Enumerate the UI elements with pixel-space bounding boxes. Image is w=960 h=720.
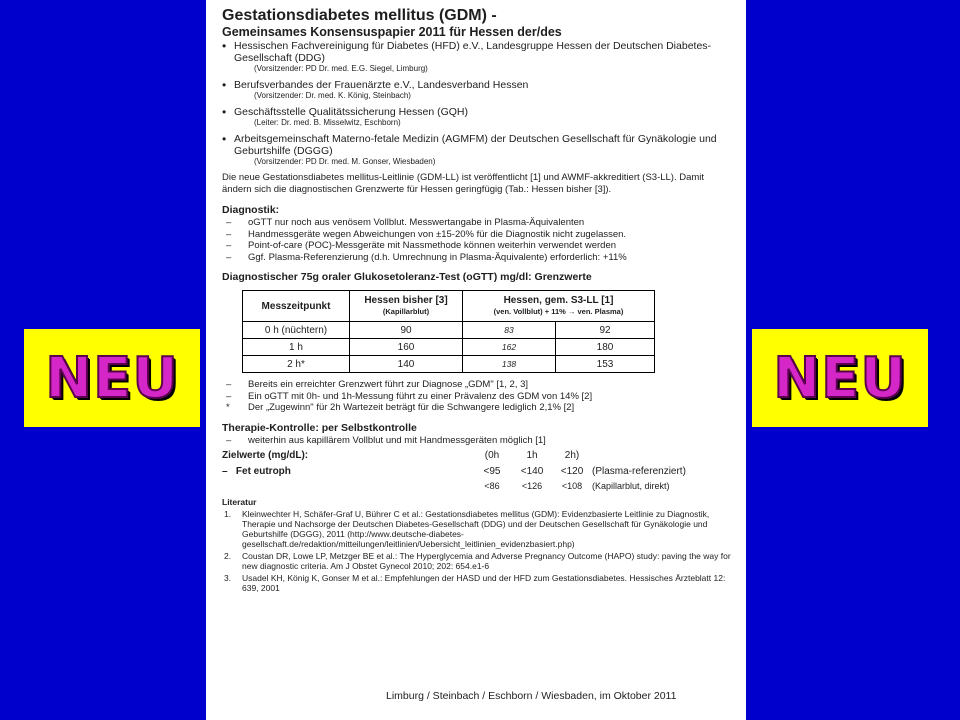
neu-badge-text: NEU [773, 345, 907, 411]
col-header-hessen [350, 291, 463, 322]
zielwerte-value: <108 [561, 481, 583, 491]
table-header-row [243, 291, 655, 322]
cell-ven: 138 [463, 356, 556, 373]
diagnostik-item-text: Point-of-care (POC)-Messgeräte mit Nassmethode können weiterhin verwendet werden [248, 240, 617, 251]
organization-chair: (Leiter: Dr. med. B. Misselwitz, Eschborn) [254, 118, 401, 127]
dash-marker: – [226, 217, 232, 228]
col-header-time: Messzeitpunkt [243, 291, 350, 322]
organization-item [222, 40, 732, 73]
neu-badge-right [752, 329, 928, 427]
document-subtitle: Gemeinsames Konsensuspapier 2011 für Hessen der/des [222, 25, 562, 39]
organization-item [222, 106, 732, 127]
col-header-hessen-sub: (Kapillarblut) [382, 307, 430, 316]
cell-time: 0 h (nüchtern) [243, 322, 350, 339]
cell-plasma: 180 [556, 339, 655, 356]
ogtt-note [222, 391, 732, 403]
zielwerte-row-label: – Fet eutroph [222, 466, 291, 477]
organization-chair: (Vorsitzender: PD Dr. med. E.G. Siegel, Limburg) [254, 64, 428, 73]
table-row [243, 339, 655, 356]
cell-hessen: 140 [350, 356, 463, 373]
diagnostik-item [222, 240, 732, 252]
table-row [243, 322, 655, 339]
organization-list [222, 40, 732, 166]
col-header-s3-title: Hessen, gem. S3-LL [1] [503, 295, 614, 306]
organization-name: • Hessischen Fachvereinigung für Diabetes (HFD) e.V., Landesgruppe Hessen der Deutschen Diabetes-Gesellschaft (DDG) [234, 40, 712, 64]
organization-chair: (Vorsitzender: Dr. med. K. König, Steinbach) [254, 91, 411, 100]
cell-ven: 83 [463, 322, 556, 339]
document-footer: Limburg / Steinbach / Eschborn / Wiesbaden, im Oktober 2011 [386, 690, 677, 702]
zielwerte-row-label-text: Fet eutroph [235, 466, 291, 477]
note-marker: – [226, 390, 232, 402]
zielwerte-value: <95 [483, 466, 501, 477]
literatur-number: 2. [224, 551, 232, 561]
document-page [206, 0, 746, 720]
cell-time: 2 h* [243, 356, 350, 373]
zielwerte-kap-row [222, 480, 732, 492]
diagnostik-item-text: Handmessgeräte wegen Abweichungen von ±15-20% für die Diagnostik nicht zugelassen. [248, 228, 627, 240]
intro-paragraph: Die neue Gestationsdiabetes mellitus-Leitlinie (GDM-LL) ist veröffentlicht [1] und AWMF-akkreditiert (S3-LL). Damit ändern sich die diagnostischen Grenzwerte für Hessen geringfügig (Tab.: Hessen bisher [3]). [222, 172, 705, 195]
zielwerte-time: 1h [526, 450, 538, 461]
diagnostik-item [222, 252, 732, 264]
ogtt-table [242, 290, 655, 373]
organization-chair: (Vorsitzender: PD Dr. med. M. Gonser, Wiesbaden) [254, 157, 436, 166]
organization-item [222, 79, 732, 100]
col-header-s3 [463, 291, 655, 322]
diagnostik-item [222, 217, 732, 229]
literatur-text: Usadel KH, König K, Gonser M et al.: Empfehlungen der HASD und der HFD zum Gestationsdiabetes. Hessisches Ärzteblatt 12: 639, 2001 [242, 573, 726, 593]
diagnostik-heading: Diagnostik: [222, 204, 280, 216]
zielwerte-label: Zielwerte (mg/dL): [222, 450, 309, 461]
literatur-text: Coustan DR, Lowe LP, Metzger BE et al.: The Hyperglycemia and Adverse Pregnancy Outcome (HAPO) study: paving the way for new diagnostic criteria. Am J Obstet Gynecol 2010; 202: 654.e1-6 [242, 551, 731, 571]
diagnostik-item-text: oGTT nur noch aus venösem Vollblut. Messwertangabe in Plasma-Äquivalenten [248, 217, 585, 228]
col-header-s3-sub: (ven. Vollblut) + 11% → ven. Plasma) [493, 307, 624, 316]
therapie-item-text: weiterhin aus kapillärem Vollblut und mit Handmessgeräten möglich [1] [248, 434, 546, 446]
table-row [243, 356, 655, 373]
zielwerte-value: <86 [484, 481, 500, 491]
therapie-heading: Therapie-Kontrolle: per Selbstkontrolle [222, 421, 417, 434]
dash-marker: – [226, 240, 232, 251]
organization-name: • Arbeitsgemeinschaft Materno-fetale Medizin (AGMFM) der Deutschen Gesellschaft für Gynäkologie und Geburtshilfe (DGGG) [234, 133, 717, 157]
ogtt-heading: Diagnostischer 75g oraler Glukosetoleranz-Test (oGTT) mg/dl: Grenzwerte [222, 271, 592, 283]
ogtt-note [222, 379, 732, 391]
literatur-number: 1. [224, 509, 232, 519]
zielwerte-note: (Kapillarblut, direkt) [592, 481, 670, 491]
diagnostik-item-text: Ggf. Plasma-Referenzierung (d.h. Umrechnung in Plasma-Äquivalente) erforderlich: +11% [248, 251, 627, 263]
zielwerte-value: <120 [560, 466, 584, 477]
cell-hessen: 160 [350, 339, 463, 356]
literatur-number: 3. [224, 573, 232, 583]
literatur-item [222, 573, 732, 593]
cell-ven: 162 [463, 339, 556, 356]
literatur-text: Kleinwechter H, Schäfer-Graf U, Bührer C et al.: Gestationsdiabetes mellitus (GDM): Evidenzbasierte Leitlinie zu Diagnostik, Therapie und Nachsorge der Deutschen Diabetes-Gesellschaft (DDG) und der Deutschen Gesellschaft für Gynäkologie und Geburtshilfe (DGGG), 2011 (http://www.deutsche-diabetes-gesellschaft.de/redaktion/mitteilungen/leitlinien/Uebersicht_leitlinien_evidenzbasiert.php) [242, 509, 710, 549]
zielwerte-time: (0h [484, 450, 500, 461]
zielwerte-row-spacer [222, 480, 472, 492]
cell-time: 1 h [243, 339, 350, 356]
neu-badge-left [24, 329, 200, 427]
literatur-item [222, 551, 732, 571]
literatur-heading: Literatur [222, 497, 257, 507]
note-marker: – [226, 379, 232, 390]
cell-plasma: 92 [556, 322, 655, 339]
ogtt-note-text: Ein oGTT mit 0h- und 1h-Messung führt zu einer Prävalenz des GDM von 14% [2] [248, 390, 593, 402]
cell-hessen: 90 [350, 322, 463, 339]
zielwerte-header [222, 450, 732, 462]
organization-item [222, 133, 732, 166]
cell-plasma: 153 [556, 356, 655, 373]
dash-marker: – [226, 228, 232, 240]
document-title: Gestationsdiabetes mellitus (GDM) - [222, 7, 497, 24]
note-marker: * [226, 402, 230, 413]
therapie-item [222, 435, 732, 447]
zielwerte-note: (Plasma-referenziert) [592, 466, 686, 477]
diagnostik-item [222, 229, 732, 241]
dash-marker: – [226, 251, 232, 263]
neu-badge-text: NEU [45, 345, 179, 411]
ogtt-note-text: Bereits ein erreichter Grenzwert führt zur Diagnose „GDM" [1, 2, 3] [248, 379, 529, 390]
ogtt-note [222, 402, 732, 414]
organization-name: • Geschäftsstelle Qualitätssicherung Hessen (GQH) [234, 106, 469, 118]
organization-name: • Berufsverbandes der Frauenärzte e.V., Landesverband Hessen [234, 79, 529, 91]
literatur-item [222, 509, 732, 549]
zielwerte-value: <126 [521, 481, 543, 491]
ogtt-note-text: Der „Zugewinn" für 2h Wartezeit beträgt für die Schwangere lediglich 2,1% [2] [248, 402, 575, 413]
zielwerte-time: 2h) [564, 450, 580, 461]
dash-marker: – [226, 434, 232, 446]
zielwerte-plasma-row [222, 466, 732, 478]
zielwerte-value: <140 [520, 466, 544, 477]
col-header-hessen-title: Hessen bisher [3] [364, 295, 448, 306]
